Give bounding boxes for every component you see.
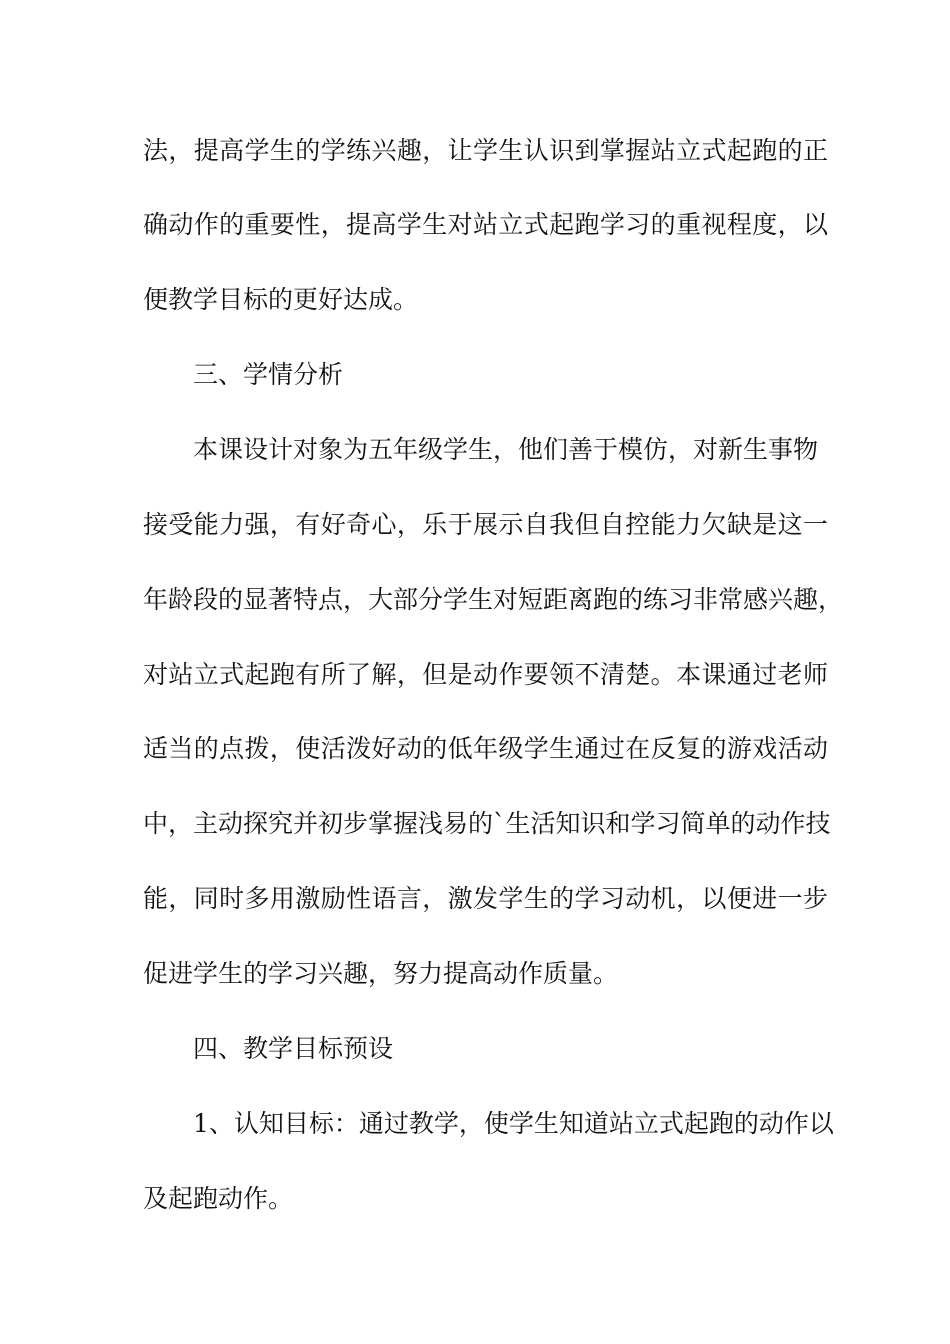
paragraph-line: 及起跑动作。	[143, 1184, 294, 1213]
section-heading-teaching-objectives: 四、教学目标预设	[193, 1034, 394, 1063]
paragraph-line: 1、认知目标：通过教学，使学生知道站立式起跑的动作以	[193, 1109, 834, 1138]
paragraph-line: 接受能力强，有好奇心，乐于展示自我但自控能力欠缺是这一	[143, 510, 828, 539]
paragraph-line: 确动作的重要性，提高学生对站立式起跑学习的重视程度，以	[143, 210, 828, 239]
paragraph-line: 便教学目标的更好达成。	[143, 285, 419, 314]
paragraph-line: 年龄段的显著特点，大部分学生对短距离跑的练习非常感兴趣，	[143, 585, 844, 614]
paragraph-line: 本课设计对象为五年级学生，他们善于模仿，对新生事物	[193, 435, 819, 464]
paragraph-line: 适当的点拨，使活泼好动的低年级学生通过在反复的游戏活动	[143, 734, 828, 763]
paragraph-line: 对站立式起跑有所了解，但是动作要领不清楚。本课通过老师	[143, 660, 828, 689]
paragraph-line: 能，同时多用激励性语言，激发学生的学习动机，以便进一步	[143, 884, 828, 913]
section-heading-learning-analysis: 三、学情分析	[193, 360, 344, 389]
paragraph-line: 中，主动探究并初步掌握浅易的`生活知识和学习简单的动作技	[143, 809, 831, 838]
paragraph-line: 法，提高学生的学练兴趣，让学生认识到掌握站立式起跑的正	[143, 136, 828, 165]
paragraph-line: 促进学生的学习兴趣，努力提高动作质量。	[143, 959, 619, 988]
